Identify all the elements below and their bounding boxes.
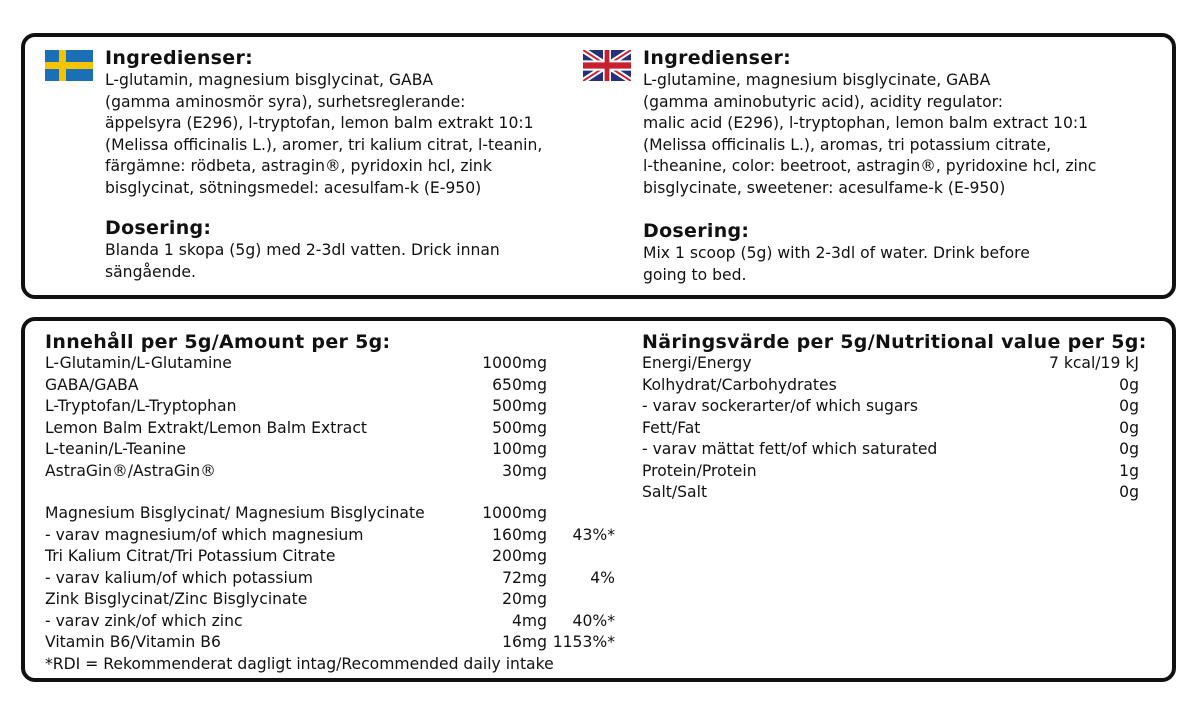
nutrition-row-value: 1g (1119, 461, 1139, 480)
amount-row-value: 1000mg (482, 354, 547, 372)
english-ingredients-text (643, 70, 1096, 199)
nutrition-row-name: Fett/Fat (642, 418, 701, 437)
nutrition-row-value: 7 kcal/19 kJ (1048, 354, 1139, 372)
amount-row (45, 440, 615, 462)
nutrition-row-name: Energi/Energy (642, 354, 752, 372)
nutrition-row-name: - varav mättat fett/of which saturated (642, 440, 938, 458)
amount-row-name: L-Tryptofan/L-Tryptophan (45, 397, 237, 415)
mineral-row-name: - varav magnesium/of which magnesium (45, 525, 364, 544)
nutrition-row (642, 354, 1139, 376)
swedish-ingredients-line: (Melissa officinalis L.), aromer, tri kalium citrat, l-teanin, (105, 135, 543, 154)
mineral-row (45, 633, 615, 655)
mineral-row-value: 160mg (492, 525, 547, 544)
mineral-row-rdi: 1153%* (552, 633, 615, 651)
swedish-dosage-text (105, 240, 500, 283)
nutrition-row-value: 0g (1119, 397, 1139, 415)
amount-row-name: L-teanin/L-Teanine (45, 440, 186, 458)
amount-heading: Innehåll per 5g/Amount per 5g: (45, 331, 391, 353)
nutrition-row-value: 0g (1119, 483, 1139, 501)
amount-row-name: AstraGin®/AstraGin® (45, 461, 216, 480)
rdi-footnote (45, 655, 645, 677)
amount-row (45, 397, 615, 419)
nutrition-row (642, 462, 1139, 484)
mineral-row-value: 1000mg (482, 504, 547, 522)
nutrition-row-name: Protein/Protein (642, 461, 757, 480)
ingredients-panel (21, 33, 1176, 299)
english-dosage-line: going to bed. (643, 265, 747, 284)
nutrition-row (642, 440, 1139, 462)
english-ingredients-line: bisglycinate, sweetener: acesulfame-k (E-950) (643, 178, 1006, 197)
mineral-row (45, 569, 615, 591)
nutrition-heading: Näringsvärde per 5g/Nutritional value per 5g: (642, 331, 1147, 353)
amount-row-value: 500mg (492, 418, 547, 437)
amount-row-name: GABA/GABA (45, 375, 139, 394)
nutrition-row-value: 0g (1119, 418, 1139, 437)
mineral-row-rdi: 43%* (572, 525, 615, 544)
mineral-row-value: 4mg (511, 611, 547, 630)
swedish-dosage-heading: Dosering: (105, 217, 212, 239)
swedish-ingredients-text (105, 70, 542, 199)
amount-row-name: L-Glutamin/L-Glutamine (45, 354, 232, 372)
amount-row (45, 462, 615, 484)
english-ingredients-line: (gamma aminobutyric acid), acidity regulator: (643, 92, 1004, 111)
swedish-ingredients-line: äppelsyra (E296), l-tryptofan, lemon balm extrakt 10:1 (105, 114, 534, 132)
amount-row-value: 650mg (492, 375, 547, 394)
nutrition-row (642, 419, 1139, 441)
swedish-ingredients-line: färgämne: rödbeta, astragin®, pyridoxin hcl, zink (105, 157, 492, 175)
mineral-row-rdi: 40%* (572, 611, 615, 630)
amount-row-value: 30mg (502, 461, 547, 480)
nutrition-row-value: 0g (1119, 440, 1139, 458)
swedish-dosage-line: Blanda 1 skopa (5g) med 2-3dl vatten. Drick innan (105, 241, 500, 259)
swedish-dosage-line: sängående. (105, 262, 196, 281)
mineral-row (45, 612, 615, 634)
english-dosage-line: Mix 1 scoop (5g) with 2-3dl of water. Drink before (643, 244, 1030, 262)
mineral-row-name: Tri Kalium Citrat/Tri Potassium Citrate (45, 547, 336, 565)
mineral-row-value: 20mg (502, 590, 547, 608)
english-ingredients-line: (Melissa officinalis L.), aromas, tri potassium citrate, (643, 135, 1052, 154)
amount-row-value: 100mg (492, 440, 547, 458)
nutrition-row-name: Salt/Salt (642, 483, 708, 501)
mineral-row (45, 590, 615, 612)
amount-row (45, 376, 615, 398)
flag-uk-icon (583, 50, 631, 81)
english-dosage-heading: Dosering: (643, 220, 750, 242)
amount-row-value: 500mg (492, 397, 547, 415)
mineral-row-rdi: 4% (590, 568, 615, 587)
nutrition-row (642, 376, 1139, 398)
english-ingredients-heading: Ingredienser: (643, 47, 792, 69)
nutrition-panel (21, 317, 1176, 682)
swedish-ingredients-line: L-glutamin, magnesium bisglycinat, GABA (105, 71, 434, 89)
mineral-row (45, 526, 615, 548)
mineral-row-name: Magnesium Bisglycinat/ Magnesium Bisglycinate (45, 504, 425, 522)
swedish-ingredients-line: (gamma aminosmör syra), surhetsreglerande: (105, 92, 466, 111)
amount-row (45, 354, 615, 376)
mineral-row-name: - varav kalium/of which potassium (45, 568, 313, 587)
nutrition-row (642, 483, 1139, 505)
nutrition-row-value: 0g (1119, 375, 1139, 394)
english-ingredients-line: L-glutamine, magnesium bisglycinate, GABA (643, 71, 991, 89)
nutrition-row-name: Kolhydrat/Carbohydrates (642, 375, 837, 394)
english-ingredients-line: l-theanine, color: beetroot, astragin®, pyridoxine hcl, zinc (643, 157, 1097, 175)
mineral-row-name: - varav zink/of which zinc (45, 611, 243, 630)
amount-row (45, 419, 615, 441)
swedish-ingredients-line: bisglycinat, sötningsmedel: acesulfam-k (E-950) (105, 178, 482, 197)
nutrition-row (642, 397, 1139, 419)
mineral-row (45, 547, 615, 569)
mineral-row-name: Zink Bisglycinat/Zinc Bisglycinate (45, 590, 308, 608)
mineral-row-value: 200mg (492, 547, 547, 565)
amount-row-name: Lemon Balm Extrakt/Lemon Balm Extract (45, 418, 368, 437)
mineral-row-value: 16mg (502, 633, 547, 651)
flag-sweden-icon (45, 50, 93, 81)
mineral-row (45, 504, 615, 526)
nutrition-row-name: - varav sockerarter/of which sugars (642, 397, 918, 415)
english-dosage-text (643, 243, 1030, 286)
rdi-footnote-text: *RDI = Rekommenderat dagligt intag/Recommended daily intake (45, 654, 554, 673)
swedish-ingredients-heading: Ingredienser: (105, 47, 254, 69)
mineral-row-name: Vitamin B6/Vitamin B6 (45, 633, 221, 651)
english-ingredients-line: malic acid (E296), l-tryptophan, lemon balm extract 10:1 (643, 114, 1089, 132)
mineral-row-value: 72mg (502, 568, 547, 587)
